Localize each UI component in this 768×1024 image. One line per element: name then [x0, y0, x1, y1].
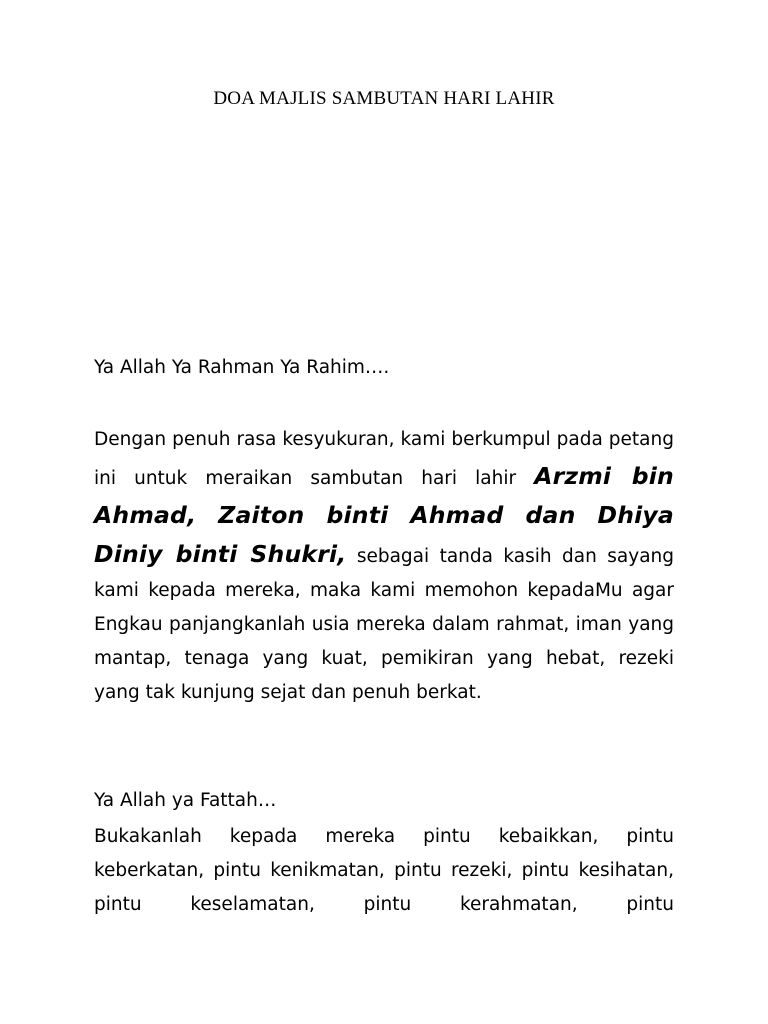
paragraph-continuation-text: sebagai tanda kasih dan sayang kami kepada mereka, maka kami memohon kepadaMu agar Engkau panjangkanlah usia mereka dalam rahmat, iman yang mantap, tenaga yang kuat, pemikiran yang hebat, rezeki yang tak kunjung sejat dan penuh berkat.: [94, 546, 674, 703]
opening-doors-paragraph: Bukakanlah kepada mereka pintu kebaikkan, pintu keberkatan, pintu kenikmatan, pintu rezeki, pintu kesihatan, pintu keselamatan, pintu kerahmatan, pintu: [94, 826, 674, 915]
document-title: DOA MAJLIS SAMBUTAN HARI LAHIR: [213, 88, 555, 109]
birthday-prayer-paragraph: [94, 423, 674, 710]
celebrant-names: Arzmi bin Ahmad, Zaiton binti Ahmad dan Dhiya Diniy binti Shukri,: [94, 462, 674, 568]
invocation-line: Ya Allah Ya Rahman Ya Rahim….: [94, 357, 390, 378]
paragraph-intro-text: Dengan penuh rasa kesyukuran, kami berkumpul pada petang ini untuk meraikan sambutan hari lahir: [94, 429, 674, 489]
invocation-line-fattah: Ya Allah ya Fattah…: [94, 790, 277, 811]
